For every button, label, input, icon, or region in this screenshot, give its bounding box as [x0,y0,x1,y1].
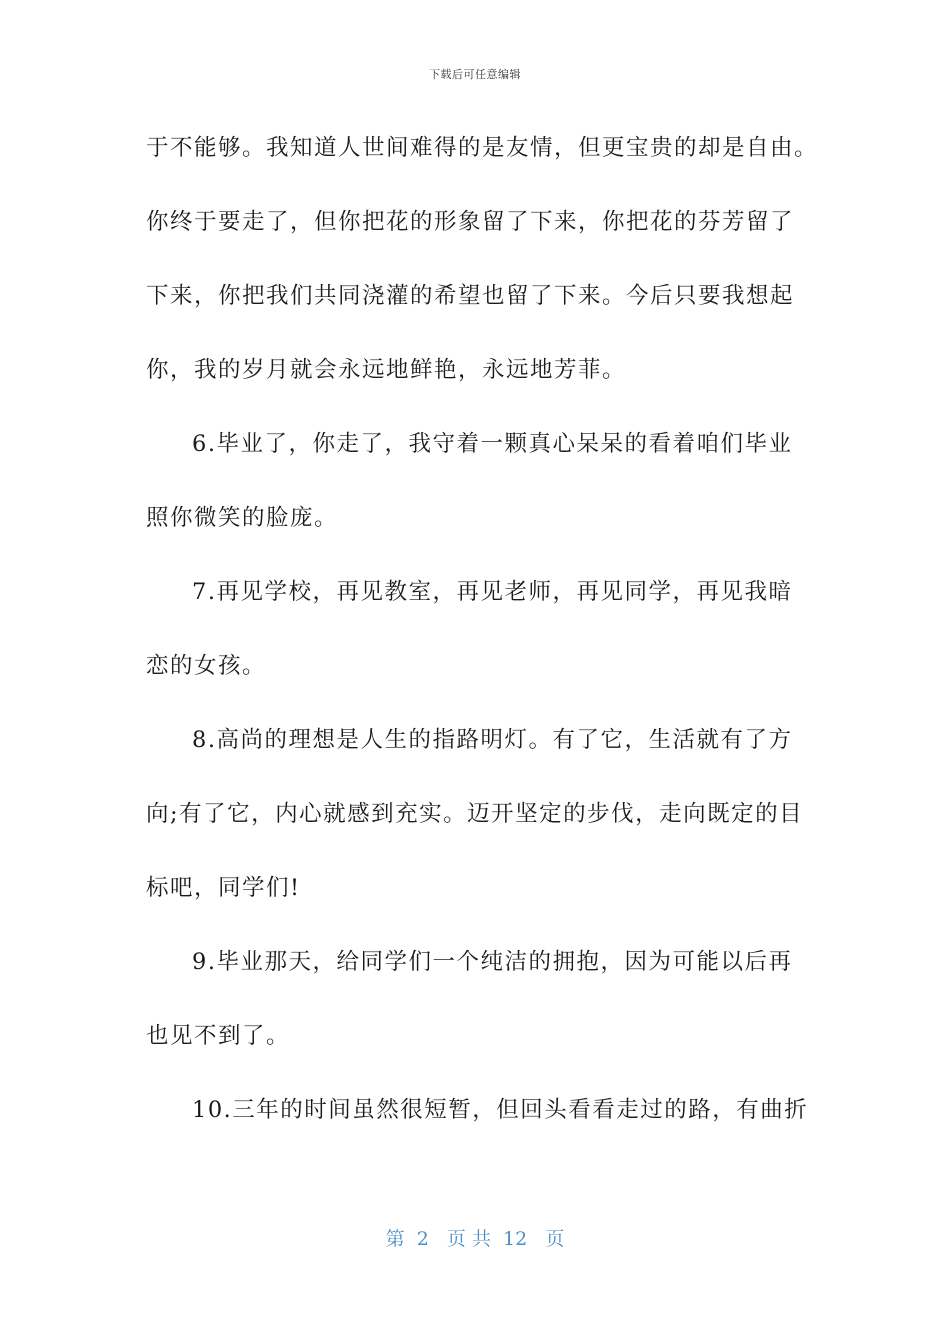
page-header: 下载后可任意编辑 [429,68,521,81]
text-line: 下来，你把我们共同浇灌的希望也留了下来。今后只要我想起 [146,283,795,309]
text-line: 9.毕业那天，给同学们一个纯洁的拥抱，因为可能以后再 [192,949,793,975]
text-line: 10.三年的时间虽然很短暂，但回头看看走过的路，有曲折 [192,1097,809,1123]
text-line: 8.高尚的理想是人生的指路明灯。有了它，生活就有了方 [192,727,793,753]
text-line: 于不能够。我知道人世间难得的是友情，但更宝贵的却是自由。 [146,135,819,161]
text-line: 你，我的岁月就会永远地鲜艳，永远地芳菲。 [146,357,627,383]
text-line: 照你微笑的脸庞。 [146,505,339,531]
page-number: 第 2 页 共 12 页 [385,1228,565,1250]
text-line: 恋的女孩。 [146,653,267,679]
text-line: 7.再见学校，再见教室，再见老师，再见同学，再见我暗 [192,579,793,605]
text-line: 你终于要走了，但你把花的形象留了下来，你把花的芬芳留了 [146,209,795,235]
text-line: 标吧，同学们! [146,875,301,901]
text-line: 6.毕业了，你走了，我守着一颗真心呆呆的看着咱们毕业 [192,431,793,457]
text-line: 向;有了它，内心就感到充实。迈开坚定的步伐，走向既定的目 [146,801,804,827]
text-line: 也见不到了。 [146,1023,291,1049]
